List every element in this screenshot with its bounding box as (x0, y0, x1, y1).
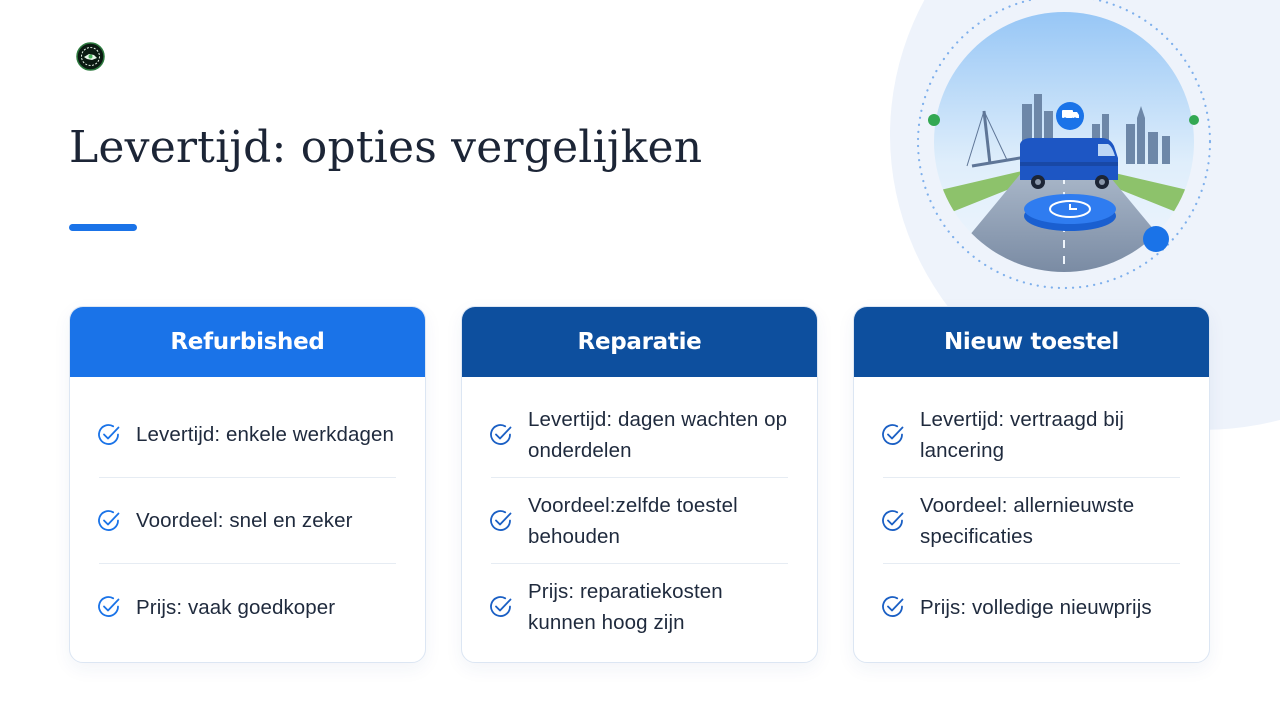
check-circle-icon (880, 594, 906, 620)
card-list (491, 392, 788, 650)
list-item (491, 478, 788, 564)
options-comparison (69, 306, 1213, 664)
delivery-van-city-illustration (912, 0, 1216, 300)
list-item (883, 392, 1180, 478)
item-text: Levertijd: enkele werkdagen (136, 423, 394, 446)
list-item (491, 564, 788, 650)
page-title: Levertijd: opties vergelijken (69, 122, 703, 173)
card-list (99, 392, 396, 650)
list-item (99, 392, 396, 478)
check-circle-icon (488, 422, 514, 448)
list-item (883, 564, 1180, 650)
item-text: Prijs: volledige nieuwprijs (920, 595, 1152, 619)
option-card-refurbished (69, 306, 426, 663)
item-text: Voordeel: allernieuwste specificaties (920, 493, 1135, 548)
item-text: Levertijd: dagen wachten op onderdelen (528, 407, 788, 462)
check-circle-icon (488, 508, 514, 534)
card-heading: Refurbished (70, 307, 425, 377)
item-text: Levertijd: vertraagd bij lancering (920, 407, 1125, 462)
check-circle-icon (96, 508, 122, 534)
item-text: Prijs: reparatiekosten kunnen hoog zijn (528, 580, 723, 634)
title-underline (69, 224, 137, 231)
item-text: Voordeel: snel en zeker (136, 509, 353, 532)
option-card-nieuw-toestel (853, 306, 1210, 663)
item-text: Prijs: vaak goedkoper (136, 595, 336, 619)
option-card-reparatie (461, 306, 818, 663)
item-text: Voordeel:zelfde toestel behouden (528, 493, 738, 548)
list-item (491, 392, 788, 478)
card-list (883, 392, 1180, 650)
check-circle-icon (488, 594, 514, 620)
list-item (883, 478, 1180, 564)
check-circle-icon (96, 594, 122, 620)
list-item (99, 478, 396, 564)
card-heading: Nieuw toestel (854, 307, 1209, 377)
check-circle-icon (880, 508, 906, 534)
card-heading: Reparatie (462, 307, 817, 377)
check-circle-icon (880, 422, 906, 448)
brand-logo-icon (76, 42, 105, 71)
check-circle-icon (96, 422, 122, 448)
list-item (99, 564, 396, 650)
